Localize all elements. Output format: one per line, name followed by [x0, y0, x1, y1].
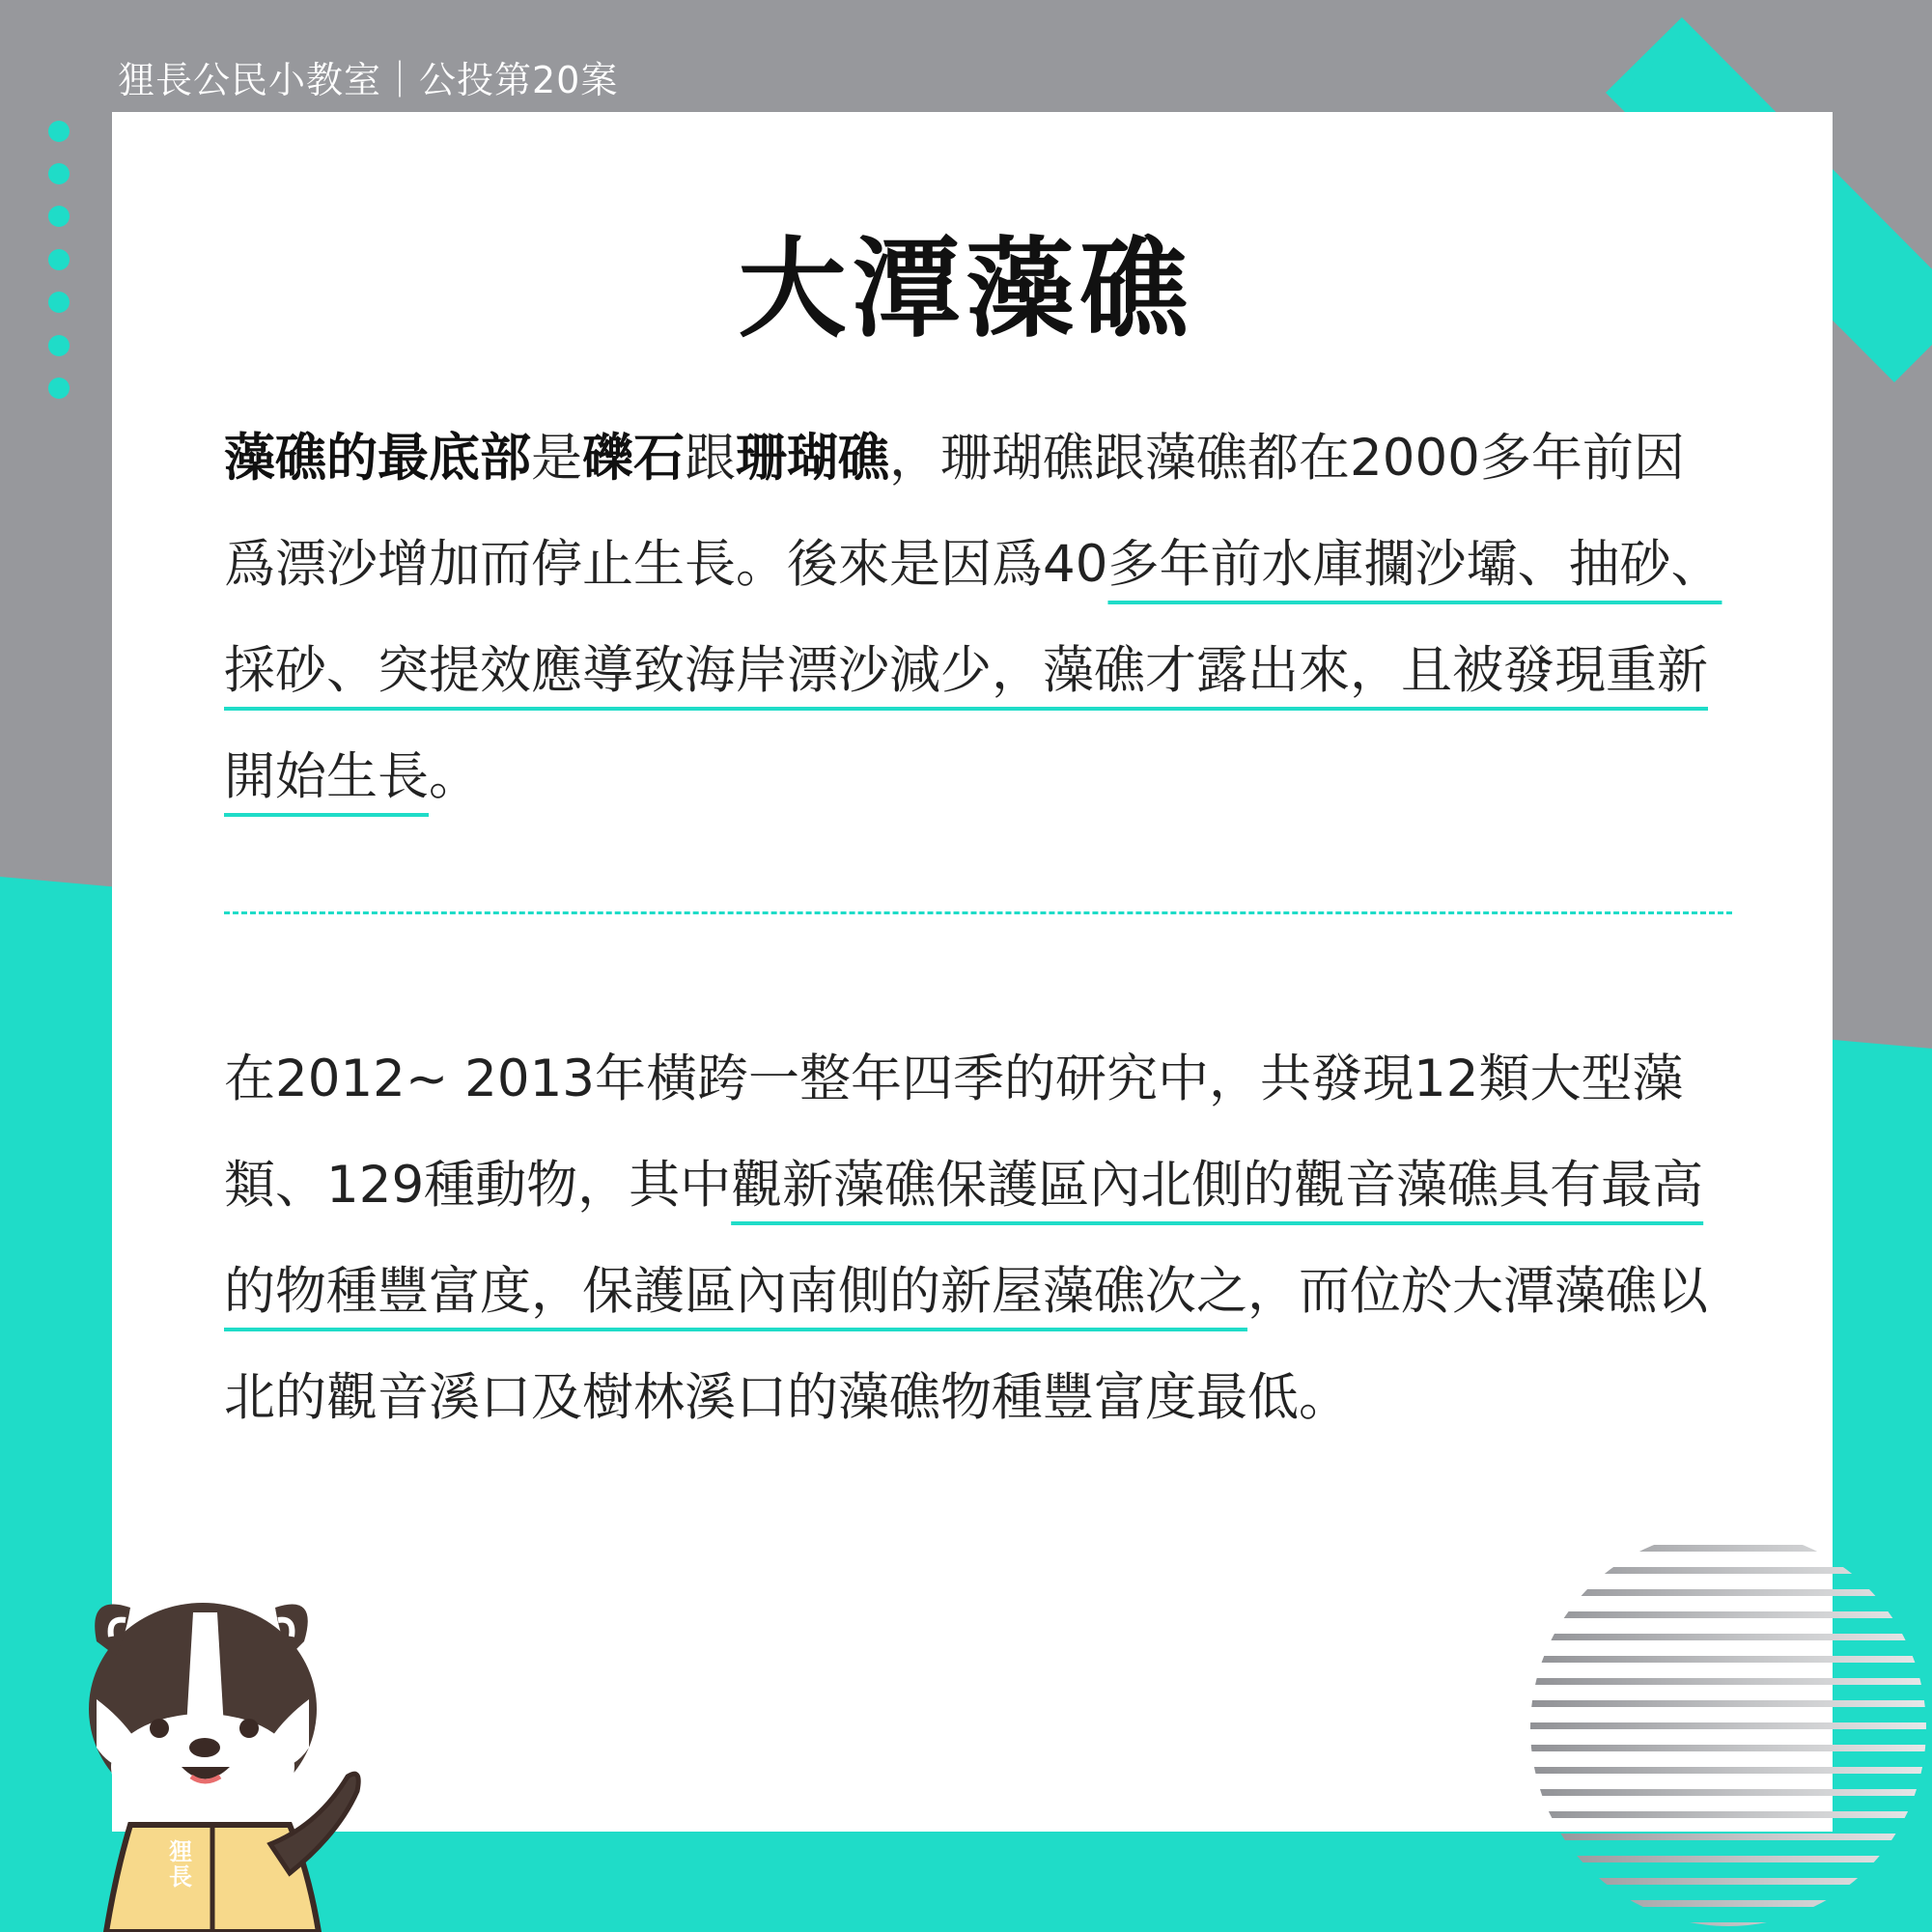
highlight-underline: 多年前水庫攔沙壩、抽砂、採砂、突提效應導致海岸漂沙減少，藻礁才露出來，且被發現重新開始生長: [224, 535, 1722, 806]
paragraph-1: [224, 406, 1730, 830]
series-label: 狸長公民小教室｜公投第20案: [118, 59, 619, 101]
text-run: 跟: [685, 429, 736, 488]
badger-mascot: [58, 1583, 377, 1932]
mascot-badge: 狸長: [169, 1838, 192, 1890]
text-run: ，而位於大潭藻礁以北的觀音溪口及樹林溪口的藻礁物種豐富度最低。: [224, 1262, 1708, 1427]
text-run: 。: [429, 747, 480, 806]
highlight-underline: 觀新藻礁保護區內北側的觀音藻礁具有最高的物種豐富度，保護區內南側的新屋藻礁次之: [224, 1156, 1704, 1321]
bold-term: 藻礁的最底部: [224, 429, 531, 488]
bold-term: 珊瑚礁: [736, 429, 889, 488]
bold-term: 礫石: [582, 429, 685, 488]
text-run: 是: [531, 429, 582, 488]
page-title: 大潭藻礁: [738, 227, 1194, 352]
text-run: ，珊瑚礁跟藻礁都在2000多年前因爲漂沙增加而停止生長。後來是因爲40: [224, 429, 1685, 594]
text-run: 在2012~ 2013年橫跨一整年四季的研究中，共發現12類大型藻類、129種動物，其中: [224, 1050, 1684, 1215]
dashed-divider: [224, 911, 1732, 914]
paragraph-2: [224, 1026, 1730, 1451]
